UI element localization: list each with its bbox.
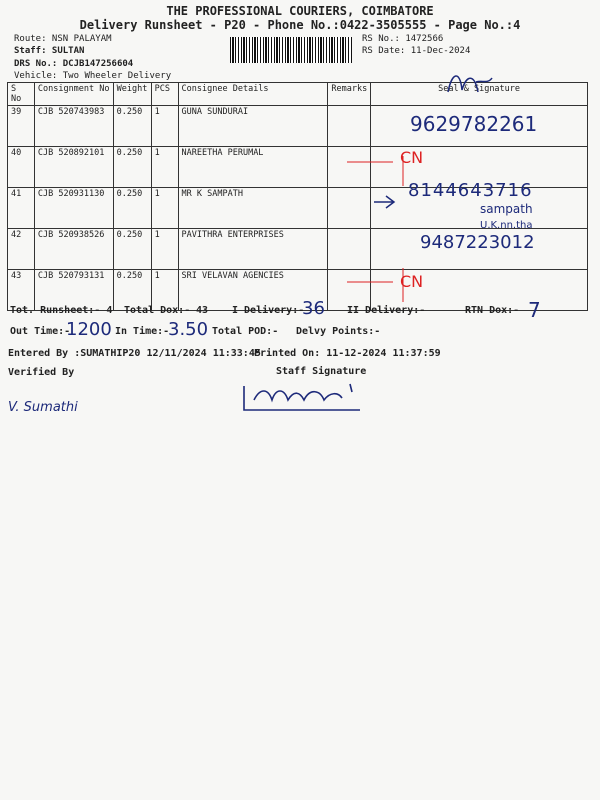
printed-on: Printed On: 11-12-2024 11:37:59 (254, 348, 441, 359)
cell-consignee: MR K SAMPATH (178, 188, 328, 229)
ii-delivery-label: II Delivery:- (347, 305, 426, 316)
vehicle: Vehicle: Two Wheeler Delivery (14, 71, 172, 81)
handwritten-name-2: U.K.nn.tha (480, 220, 533, 231)
staff: Staff: SULTAN (14, 46, 85, 56)
handwritten-cn-1: CN (400, 148, 424, 167)
cell-consignee: NAREETHA PERUMAL (178, 147, 328, 188)
handwritten-cn-2: CN (400, 272, 424, 291)
cell-weight: 0.250 (113, 106, 151, 147)
total-dox-value: 43 (196, 305, 209, 316)
cell-pcs: 1 (151, 147, 178, 188)
col-remarks: Remarks (328, 83, 371, 106)
staff-signature-label: Staff Signature (276, 366, 367, 377)
cell-weight: 0.250 (113, 188, 151, 229)
cell-consignment: CJB 520892101 (34, 147, 113, 188)
rs-number: RS No.: 1472566 (362, 34, 444, 44)
cell-weight: 0.250 (113, 147, 151, 188)
cell-consignee: PAVITHRA ENTERPRISES (178, 229, 328, 270)
cell-consignee: GUNA SUNDURAI (178, 106, 328, 147)
handwritten-phone-1: 9629782261 (410, 112, 538, 136)
arrow-mark (372, 190, 402, 210)
cell-pcs: 1 (151, 106, 178, 147)
col-consignment: Consignment No (34, 83, 113, 106)
cell-consignment: CJB 520743983 (34, 106, 113, 147)
in-time-label: In Time:- (115, 326, 170, 337)
cell-weight: 0.250 (113, 270, 151, 311)
runsheet-title: Delivery Runsheet - P20 - Phone No.:0422-3505555 - Page No.:4 (79, 18, 521, 32)
cell-consignment: CJB 520938526 (34, 229, 113, 270)
col-consignee: Consignee Details (178, 83, 328, 106)
table-header-row (8, 83, 588, 106)
cell-sno: 43 (8, 270, 35, 311)
rtn-dox-label: RTN Dox:- (465, 305, 520, 316)
cell-weight: 0.250 (113, 229, 151, 270)
entered-by: Entered By :SUMATHIP20 12/11/2024 11:33:45 (8, 348, 261, 359)
drs-number: DRS No.: DCJB147256604 (14, 59, 134, 69)
rtn-dox-value: 7 (528, 298, 541, 322)
total-pod-label: Total POD:- (212, 326, 279, 337)
out-time-label: Out Time:- (10, 326, 71, 337)
cell-consignment: CJB 520931130 (34, 188, 113, 229)
barcode (230, 37, 352, 63)
handwritten-phone-2: 8144643716 (408, 180, 533, 201)
out-time-value: 1200 (66, 319, 112, 340)
cell-sno: 40 (8, 147, 35, 188)
signature-scribble-1 (440, 62, 500, 102)
col-seal-signature: Seal & Signature (371, 83, 588, 106)
cell-remarks (328, 188, 371, 229)
cell-sno: 41 (8, 188, 35, 229)
col-pcs: PCS (151, 83, 178, 106)
handwritten-name-1: sampath (480, 202, 533, 216)
route: Route: NSN PALAYAM (14, 34, 112, 44)
staff-signature-drawing (240, 378, 370, 418)
delvy-points-label: Delvy Points:- (296, 326, 381, 337)
i-delivery-value: 36 (302, 298, 325, 319)
cell-consignee: SRI VELAVAN AGENCIES (178, 270, 328, 311)
rs-date: RS Date: 11-Dec-2024 (362, 46, 471, 56)
col-weight: Weight (113, 83, 151, 106)
in-time-value: 3.50 (168, 319, 209, 340)
verifier-signature: V. Sumathi (8, 400, 78, 415)
total-dox-label: Total Dox:- (124, 305, 191, 316)
cell-remarks (328, 106, 371, 147)
verified-by: Verified By (8, 367, 75, 378)
cell-pcs: 1 (151, 270, 178, 311)
col-sno: S No (8, 83, 35, 106)
i-delivery-label: I Delivery:- (232, 305, 305, 316)
cell-sno: 42 (8, 229, 35, 270)
tot-runsheet: Tot. Runsheet:- 4 (10, 305, 113, 316)
cell-sno: 39 (8, 106, 35, 147)
company-name: THE PROFESSIONAL COURIERS, COIMBATORE (166, 4, 434, 18)
cell-consignment: CJB 520793131 (34, 270, 113, 311)
handwritten-phone-3: 9487223012 (420, 232, 535, 253)
cell-pcs: 1 (151, 229, 178, 270)
cell-pcs: 1 (151, 188, 178, 229)
cell-remarks (328, 229, 371, 270)
